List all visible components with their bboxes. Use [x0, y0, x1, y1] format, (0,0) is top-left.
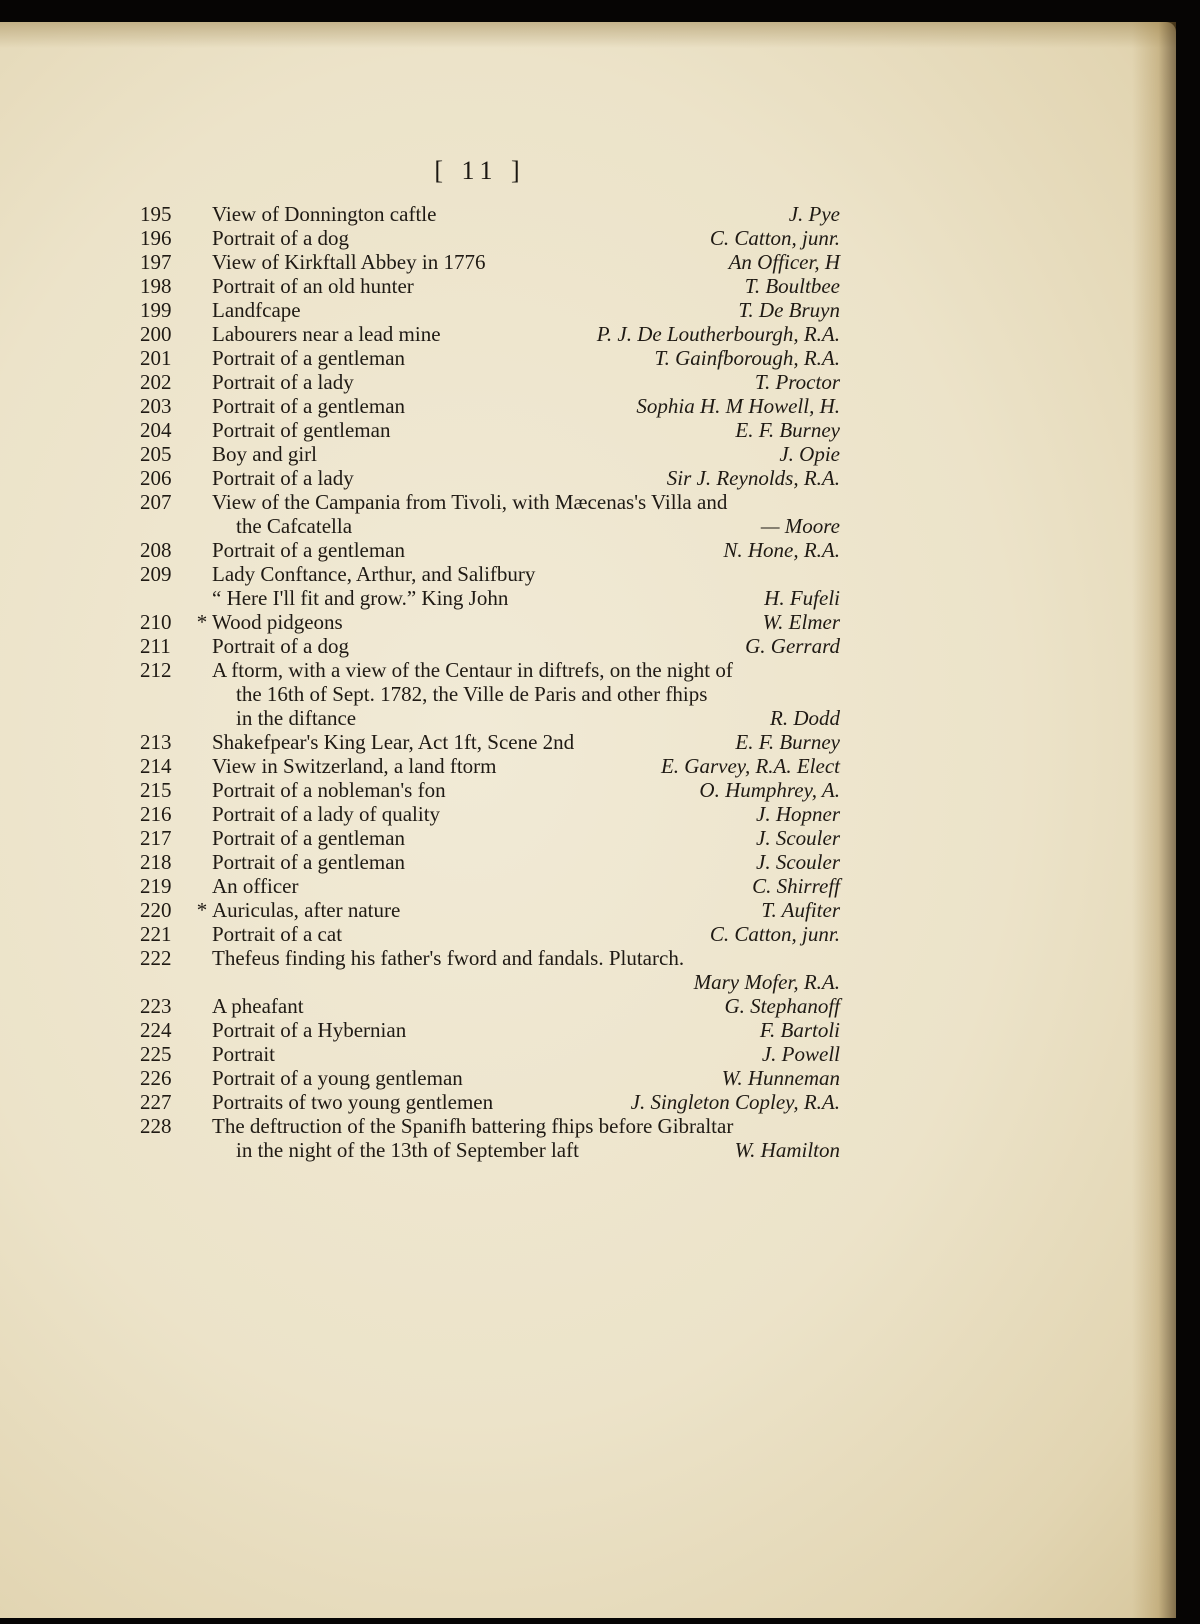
entry-number: 216 [140, 802, 172, 826]
entry-artist: C. Catton, junr. [709, 922, 840, 946]
entry-title: Labourers near a lead mine [212, 322, 441, 346]
entry-number: 217 [140, 826, 172, 850]
entry-number: 213 [140, 730, 172, 754]
entry-line [140, 946, 840, 970]
entry-title: Portrait of a Hybernian [212, 1018, 407, 1042]
catalogue-entry [140, 874, 840, 898]
entry-title: Lady Conftance, Arthur, and Salifbury [212, 562, 536, 586]
entry-number: 209 [140, 562, 172, 586]
entry-artist: J. Powell [761, 1042, 840, 1066]
entry-number: 223 [140, 994, 172, 1018]
entry-title: The deftruction of the Spanifh battering fhips before Gibraltar [212, 1114, 734, 1138]
entry-number: 195 [140, 202, 172, 226]
catalogue-entry [140, 778, 840, 802]
entry-artist: T. De Bruyn [738, 298, 840, 322]
entry-artist: N. Hone, R.A. [723, 538, 840, 562]
catalogue-list [140, 202, 840, 1162]
entry-artist: Sir J. Reynolds, R.A. [666, 466, 840, 490]
catalogue-entry [140, 658, 840, 730]
catalogue-entry [140, 226, 840, 250]
entry-title: View of the Campania from Tivoli, with Mæcenas's Villa and [212, 490, 728, 514]
entry-number: 205 [140, 442, 172, 466]
entry-number: 221 [140, 922, 172, 946]
entry-title: Portraits of two young gentlemen [212, 1090, 494, 1114]
entry-line [140, 994, 840, 1018]
catalogue-entry [140, 1018, 840, 1042]
entry-number: 200 [140, 322, 172, 346]
entry-title: Portrait of an old hunter [212, 274, 414, 298]
entry-number: 202 [140, 370, 172, 394]
catalogue-entry [140, 946, 840, 994]
entry-number: 212 [140, 658, 172, 682]
entry-number: 220 [140, 898, 172, 922]
entry-line [140, 706, 840, 730]
entry-title: Landfcape [212, 298, 301, 322]
entry-line [140, 1018, 840, 1042]
entry-title: in the night of the 13th of September laft [236, 1138, 579, 1162]
entry-artist: W. Hamilton [734, 1138, 840, 1162]
catalogue-entry [140, 346, 840, 370]
entry-line [140, 418, 840, 442]
entry-number: 225 [140, 1042, 172, 1066]
entry-line [140, 874, 840, 898]
entry-artist: E. F. Burney [735, 418, 840, 442]
entry-line [140, 490, 840, 514]
entry-artist: G. Stephanoff [724, 994, 840, 1018]
entry-line [140, 730, 840, 754]
entry-title: Portrait of a young gentleman [212, 1066, 463, 1090]
entry-number: 224 [140, 1018, 172, 1042]
entry-title: Portrait of a nobleman's fon [212, 778, 446, 802]
page-edge [1132, 22, 1176, 1618]
entry-title: Portrait of a dog [212, 226, 350, 250]
entry-artist: H. Fufeli [764, 586, 840, 610]
entry-title: View of Kirkftall Abbey in 1776 [212, 250, 486, 274]
catalogue-entry [140, 466, 840, 490]
entry-title: Portrait of a cat [212, 922, 343, 946]
entry-title: Portrait [212, 1042, 275, 1066]
entry-number: 204 [140, 418, 172, 442]
catalogue-entry [140, 994, 840, 1018]
catalogue-entry [140, 826, 840, 850]
entry-number: 203 [140, 394, 172, 418]
entry-number: 222 [140, 946, 172, 970]
entry-line [140, 466, 840, 490]
entry-artist: O. Humphrey, A. [699, 778, 840, 802]
entry-line [140, 322, 840, 346]
entry-number: 208 [140, 538, 172, 562]
entry-title: Portrait of a gentleman [212, 346, 406, 370]
entry-title: Portrait of a dog [212, 634, 350, 658]
entry-artist: T. Boultbee [744, 274, 840, 298]
entry-number: 196 [140, 226, 172, 250]
entry-line [140, 778, 840, 802]
catalogue-entry [140, 250, 840, 274]
entry-line [140, 802, 840, 826]
catalogue-entry [140, 850, 840, 874]
entry-title: A pheafant [212, 994, 304, 1018]
entry-artist: E. F. Burney [735, 730, 840, 754]
new-work-asterisk: * [196, 898, 208, 922]
catalogue-entry [140, 922, 840, 946]
catalogue-entry [140, 1114, 840, 1162]
entry-number: 218 [140, 850, 172, 874]
entry-number: 199 [140, 298, 172, 322]
catalogue-entry [140, 274, 840, 298]
page-number-header: [ 11 ] [434, 156, 526, 185]
entry-line [140, 1066, 840, 1090]
entry-title: Auriculas, after nature [212, 898, 401, 922]
entry-title: View in Switzerland, a land ftorm [212, 754, 497, 778]
entry-title: in the diftance [236, 706, 357, 730]
book-page [0, 22, 1176, 1618]
entry-number: 227 [140, 1090, 172, 1114]
entry-artist: J. Pye [788, 202, 840, 226]
entry-title: Portrait of a gentleman [212, 394, 406, 418]
entry-line [140, 1090, 840, 1114]
catalogue-entry [140, 898, 840, 922]
entry-artist: C. Catton, junr. [709, 226, 840, 250]
entry-line [140, 562, 840, 586]
entry-line [140, 586, 840, 610]
entry-artist: T. Proctor [754, 370, 840, 394]
entry-artist: R. Dodd [770, 706, 840, 730]
entry-line [140, 922, 840, 946]
entry-artist: E. Garvey, R.A. Elect [660, 754, 840, 778]
entry-number: 197 [140, 250, 172, 274]
catalogue-entry [140, 538, 840, 562]
entry-title: Shakefpear's King Lear, Act 1ft, Scene 2nd [212, 730, 575, 754]
entry-title: A ftorm, with a view of the Centaur in diftrefs, on the night of [212, 658, 733, 682]
catalogue-entry [140, 418, 840, 442]
catalogue-entry [140, 394, 840, 418]
entry-artist: J. Hopner [756, 802, 840, 826]
entry-line [140, 370, 840, 394]
entry-artist: J. Scouler [756, 850, 840, 874]
entry-title: Portrait of a gentleman [212, 850, 406, 874]
entry-title: Portrait of a gentleman [212, 826, 406, 850]
entry-line [140, 442, 840, 466]
entry-artist: C. Shirreff [752, 874, 840, 898]
catalogue-entry [140, 1042, 840, 1066]
entry-line [140, 1042, 840, 1066]
new-work-asterisk: * [196, 610, 208, 634]
entry-number: 201 [140, 346, 172, 370]
catalogue-entry [140, 442, 840, 466]
entry-number: 207 [140, 490, 172, 514]
entry-number: 219 [140, 874, 172, 898]
catalogue-entry [140, 490, 840, 538]
entry-line [140, 274, 840, 298]
entry-artist: J. Scouler [756, 826, 840, 850]
catalogue-entry [140, 562, 840, 610]
entry-artist: F. Bartoli [759, 1018, 840, 1042]
entry-artist: G. Gerrard [745, 634, 840, 658]
catalogue-entry [140, 730, 840, 754]
catalogue-entry [140, 1090, 840, 1114]
entry-title: the Cafcatella [236, 514, 353, 538]
entry-line [140, 202, 840, 226]
entry-artist: P. J. De Loutherbourgh, R.A. [596, 322, 840, 346]
entry-title: Portrait of a lady [212, 370, 354, 394]
entry-artist: — Moore [760, 514, 840, 538]
catalogue-entry [140, 1066, 840, 1090]
catalogue-entry [140, 634, 840, 658]
entry-title: Portrait of gentleman [212, 418, 391, 442]
catalogue-entry [140, 370, 840, 394]
entry-line [140, 970, 840, 994]
entry-line [140, 754, 840, 778]
entry-title: the 16th of Sept. 1782, the Ville de Paris and other fhips [236, 682, 708, 706]
entry-number: 228 [140, 1114, 172, 1138]
entry-number: 210 [140, 610, 172, 634]
entry-title: An officer [212, 874, 299, 898]
entry-title: Portrait of a lady [212, 466, 354, 490]
entry-line [140, 658, 840, 682]
entry-number: 198 [140, 274, 172, 298]
entry-line [140, 1114, 840, 1138]
entry-line [140, 346, 840, 370]
entry-artist: Sophia H. M Howell, H. [636, 394, 840, 418]
entry-artist: T. Aufiter [761, 898, 840, 922]
entry-title: Boy and girl [212, 442, 317, 466]
entry-title: View of Donnington caftle [212, 202, 437, 226]
entry-number: 215 [140, 778, 172, 802]
entry-number: 211 [140, 634, 171, 658]
entry-number: 226 [140, 1066, 172, 1090]
entry-number: 214 [140, 754, 172, 778]
entry-line [140, 1138, 840, 1162]
entry-title: “ Here I'll fit and grow.” King John [212, 586, 509, 610]
entry-artist: An Officer, H [728, 250, 840, 274]
entry-line [140, 298, 840, 322]
catalogue-entry [140, 202, 840, 226]
entry-line [140, 634, 840, 658]
entry-line [140, 826, 840, 850]
entry-title: Wood pidgeons [212, 610, 343, 634]
entry-artist: W. Hunneman [721, 1066, 840, 1090]
entry-line [140, 682, 840, 706]
catalogue-entry [140, 322, 840, 346]
entry-line [140, 226, 840, 250]
entry-line [140, 394, 840, 418]
entry-artist: J. Singleton Copley, R.A. [630, 1090, 840, 1114]
entry-line [140, 250, 840, 274]
catalogue-entry [140, 298, 840, 322]
entry-title: Portrait of a gentleman [212, 538, 406, 562]
entry-line [140, 610, 840, 634]
page-shadow [0, 22, 1176, 48]
entry-line [140, 538, 840, 562]
entry-artist: T. Gainfborough, R.A. [654, 346, 840, 370]
entry-number: 206 [140, 466, 172, 490]
catalogue-entry [140, 802, 840, 826]
entry-line [140, 898, 840, 922]
entry-line [140, 850, 840, 874]
entry-artist: J. Opie [779, 442, 840, 466]
entry-line [140, 514, 840, 538]
entry-title: Portrait of a lady of quality [212, 802, 441, 826]
entry-artist: Mary Mofer, R.A. [693, 970, 840, 994]
entry-title: Thefeus finding his father's fword and fandals. Plutarch. [212, 946, 685, 970]
entry-artist: W. Elmer [762, 610, 840, 634]
catalogue-entry [140, 754, 840, 778]
catalogue-entry [140, 610, 840, 634]
